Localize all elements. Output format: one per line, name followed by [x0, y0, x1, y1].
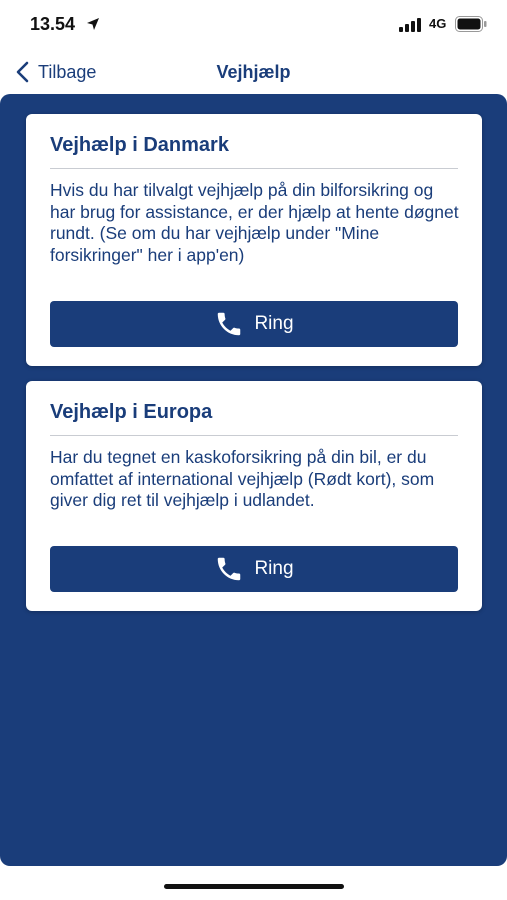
card-europe	[26, 381, 482, 611]
ring-label: Ring	[254, 313, 294, 334]
ring-button-denmark[interactable]	[50, 301, 458, 347]
card-description: Hvis du har tilvalgt vejhjælp på din bilforsikring og har brug for assistance, er der hjælp at hente døgnet rundt. (Se om du har vejhjælp under "Mine forsikringer" her i app'en)	[50, 180, 459, 265]
divider	[50, 435, 458, 436]
page-title: Vejhjælp	[216, 62, 291, 82]
card-description: Har du tegnet en kaskoforsikring på din bil, er du omfattet af international vejhjælp (Rødt kort), som giver dig ret til vejhjælp i udlandet.	[50, 447, 435, 510]
ring-label: Ring	[254, 558, 294, 579]
phone-icon	[214, 309, 244, 339]
signal-icon	[399, 18, 425, 32]
home-indicator[interactable]	[164, 884, 344, 889]
back-label: Tilbage	[38, 61, 97, 82]
chevron-left-icon	[16, 61, 30, 83]
divider	[50, 168, 458, 169]
phone-icon	[214, 554, 244, 584]
battery-icon	[455, 16, 487, 32]
card-denmark	[26, 114, 482, 366]
location-arrow-icon	[86, 17, 100, 31]
card-title: Vejhælp i Europa	[50, 401, 213, 423]
network-label: 4G	[429, 16, 447, 31]
status-time: 13.54	[30, 14, 76, 34]
ring-button-europe[interactable]	[50, 546, 458, 592]
nav-bar	[0, 50, 507, 94]
status-bar	[0, 0, 507, 48]
back-button[interactable]	[16, 60, 96, 84]
card-title: Vejhælp i Danmark	[50, 134, 229, 156]
main-panel	[0, 94, 507, 866]
